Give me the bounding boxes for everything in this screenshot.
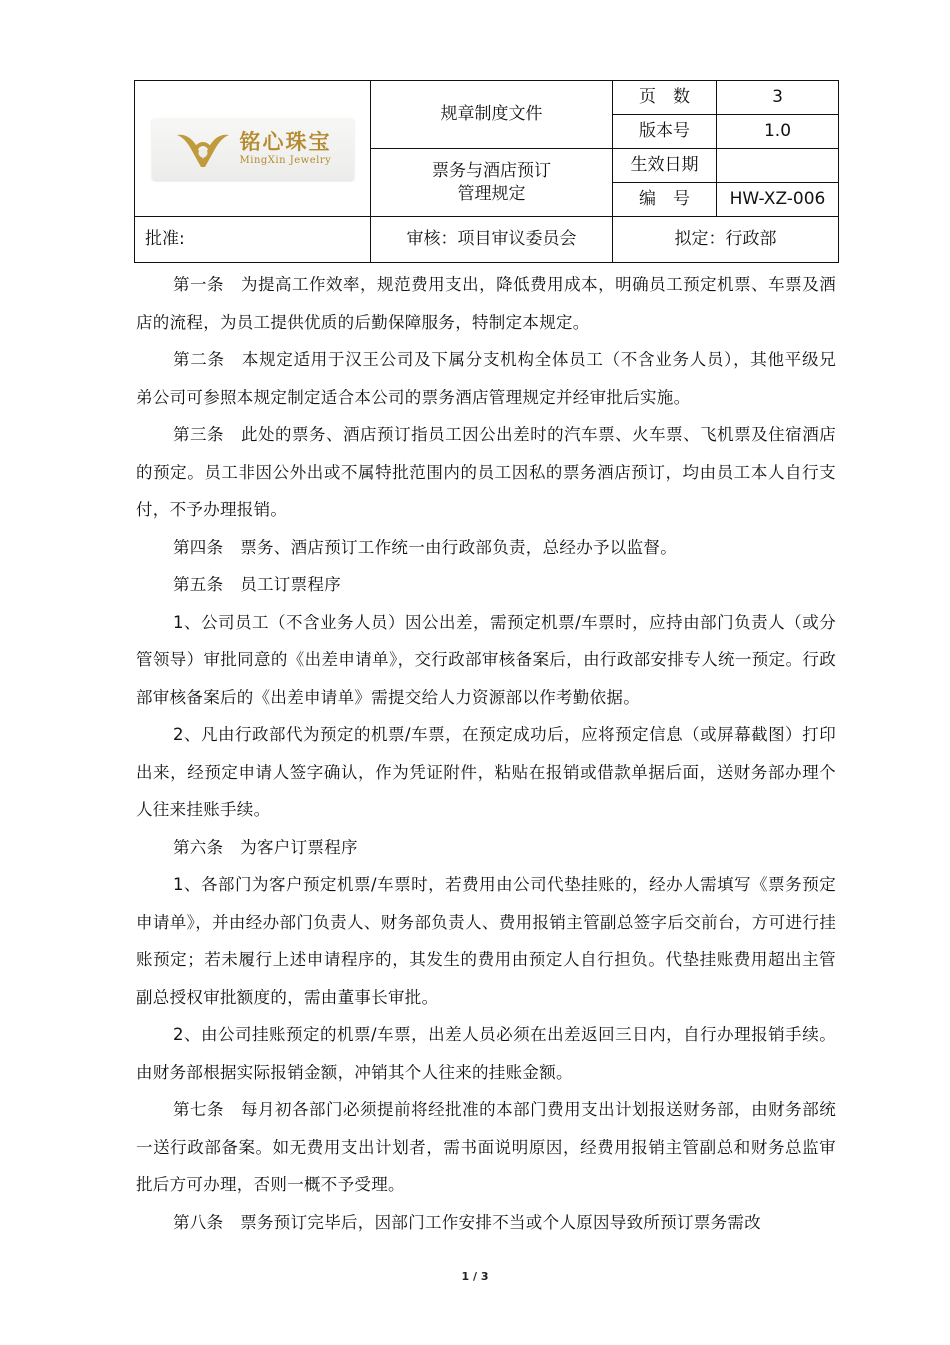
review-field: 审核：项目审议委员会	[371, 217, 613, 263]
draft-field: 拟定：行政部	[613, 217, 839, 263]
article-4: 第四条 票务、酒店预订工作统一由行政部负责，总经办予以监督。	[173, 537, 677, 557]
doc-number-value: HW-XZ-006	[717, 183, 839, 217]
article-8: 第八条 票务预订完毕后，因部门工作安排不当或个人原因导致所预订票务需改	[173, 1212, 761, 1232]
logo-chinese-name: 铭心珠宝	[239, 129, 332, 154]
doc-title	[371, 149, 613, 217]
document-header-table	[134, 80, 839, 263]
article-6-item-2: 2、由公司挂账预定的机票/车票，出差人员必须在出差返回三日内，自行办理报销手续。由财务部根据实际报销金额，冲销其个人往来的挂账金额。	[136, 1025, 836, 1082]
effective-date-value	[717, 149, 839, 183]
doc-number-label: 编 号	[613, 183, 717, 217]
logo-emblem-icon	[174, 129, 232, 169]
logo-english-name: MingXin Jewelry	[239, 155, 332, 166]
doc-title-line-1: 票务与酒店预订	[432, 161, 551, 182]
version-label: 版本号	[613, 115, 717, 149]
page-count-value: 3	[717, 81, 839, 115]
doc-type: 规章制度文件	[371, 81, 613, 149]
article-5-heading: 第五条 员工订票程序	[173, 575, 341, 594]
article-5-item-2: 2、凡由行政部代为预定的机票/车票，在预定成功后，应将预定信息（或屏幕截图）打印出来，经预定申请人签字确认，作为凭证附件，粘贴在报销或借款单据后面，送财务部办理个人往来挂账手续。	[136, 725, 836, 819]
article-1: 第一条 为提高工作效率，规范费用支出，降低费用成本，明确员工预定机票、车票及酒店的流程，为员工提供优质的后勤保障服务，特制定本规定。	[136, 275, 836, 332]
article-5-item-1: 1、公司员工（不含业务人员）因公出差，需预定机票/车票时，应持由部门负责人（或分管领导）审批同意的《出差申请单》，交行政部审核备案后，由行政部安排专人统一预定。行政部审核备案后的《出差申请单》需提交给人力资源部以作考勤依据。	[136, 612, 836, 707]
document-body	[136, 266, 836, 1241]
article-6-heading: 第六条 为客户订票程序	[173, 837, 358, 857]
version-value: 1.0	[717, 115, 839, 149]
article-7: 第七条 每月初各部门必须提前将经批准的本部门费用支出计划报送财务部，由财务部统一送行政部备案。如无费用支出计划者，需书面说明原因，经费用报销主管副总和财务总监审批后方可办理，否则一概不予受理。	[136, 1100, 836, 1194]
article-2: 第二条 本规定适用于汉王公司及下属分支机构全体员工（不含业务人员），其他平级兄弟公司可参照本规定制定适合本公司的票务酒店管理规定并经审批后实施。	[136, 350, 836, 407]
page-count-label: 页 数	[613, 81, 717, 115]
doc-title-line-2: 管理规定	[457, 183, 526, 204]
approval-field: 批准:	[135, 217, 371, 263]
effective-date-label: 生效日期	[613, 149, 717, 183]
page-indicator: 1 / 3	[461, 1270, 489, 1283]
company-logo-cell	[135, 81, 371, 217]
article-6-item-1: 1、各部门为客户预定机票/车票时，若费用由公司代垫挂账的，经办人需填写《票务预定申请单》，并由经办部门负责人、财务部负责人、费用报销主管副总签字后交前台，方可进行挂账预定；若未履行上述申请程序的，其发生的费用由预定人自行担负。代垫挂账费用超出主管副总授权审批额度的，需由董事长审批。	[136, 875, 836, 1007]
company-logo	[152, 118, 354, 180]
article-3: 第三条 此处的票务、酒店预订指员工因公出差时的汽车票、火车票、飞机票及住宿酒店的预定。员工非因公外出或不属特批范围内的员工因私的票务酒店预订，均由员工本人自行支付，不予办理报销。	[136, 425, 836, 519]
